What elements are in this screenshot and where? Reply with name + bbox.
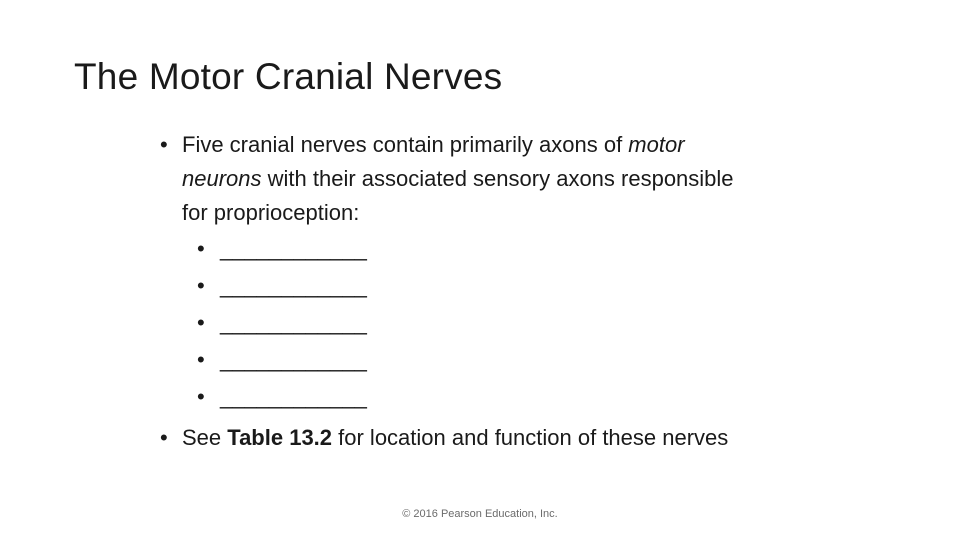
sub-bullet-icon: • xyxy=(197,384,205,409)
bullet-text xyxy=(182,421,840,455)
bullet-emphasis-motor: motor xyxy=(628,132,685,157)
sub-bullet-item xyxy=(160,304,840,341)
fill-in-blank: ____________ xyxy=(220,310,367,335)
bullet-icon: • xyxy=(160,425,168,450)
bullet-emphasis-neurons: neurons xyxy=(182,166,262,191)
sub-bullet-icon: • xyxy=(197,273,205,298)
sub-bullet-item xyxy=(160,267,840,304)
table-reference: Table 13.2 xyxy=(227,425,333,450)
bullet-text-part: for location and function of these nerves xyxy=(332,425,729,450)
fill-in-blank: ____________ xyxy=(220,236,367,261)
sub-bullet-item xyxy=(160,341,840,378)
fill-in-blank: ____________ xyxy=(220,347,367,372)
slide-body xyxy=(160,128,840,455)
sub-bullet-item xyxy=(160,230,840,267)
bullet-item-table-reference xyxy=(160,421,840,455)
sub-bullet-item xyxy=(160,378,840,415)
fill-in-blank: ____________ xyxy=(220,273,367,298)
bullet-text-part: See xyxy=(182,425,228,450)
bullet-item-motor-nerves xyxy=(160,128,840,230)
blank-sub-list xyxy=(160,230,840,415)
fill-in-blank: ____________ xyxy=(220,384,367,409)
sub-bullet-icon: • xyxy=(197,236,205,261)
sub-bullet-icon: • xyxy=(197,310,205,335)
bullet-text xyxy=(182,128,840,230)
copyright-footer: © 2016 Pearson Education, Inc. xyxy=(402,508,558,520)
sub-bullet-icon: • xyxy=(197,347,205,372)
slide-title: The Motor Cranial Nerves xyxy=(74,56,503,97)
bullet-text-part: for proprioception: xyxy=(182,200,360,225)
bullet-icon: • xyxy=(160,132,168,157)
bullet-text-part: Five cranial nerves contain primarily axons of xyxy=(182,132,629,157)
bullet-text-part: with their associated sensory axons responsible xyxy=(261,166,734,191)
